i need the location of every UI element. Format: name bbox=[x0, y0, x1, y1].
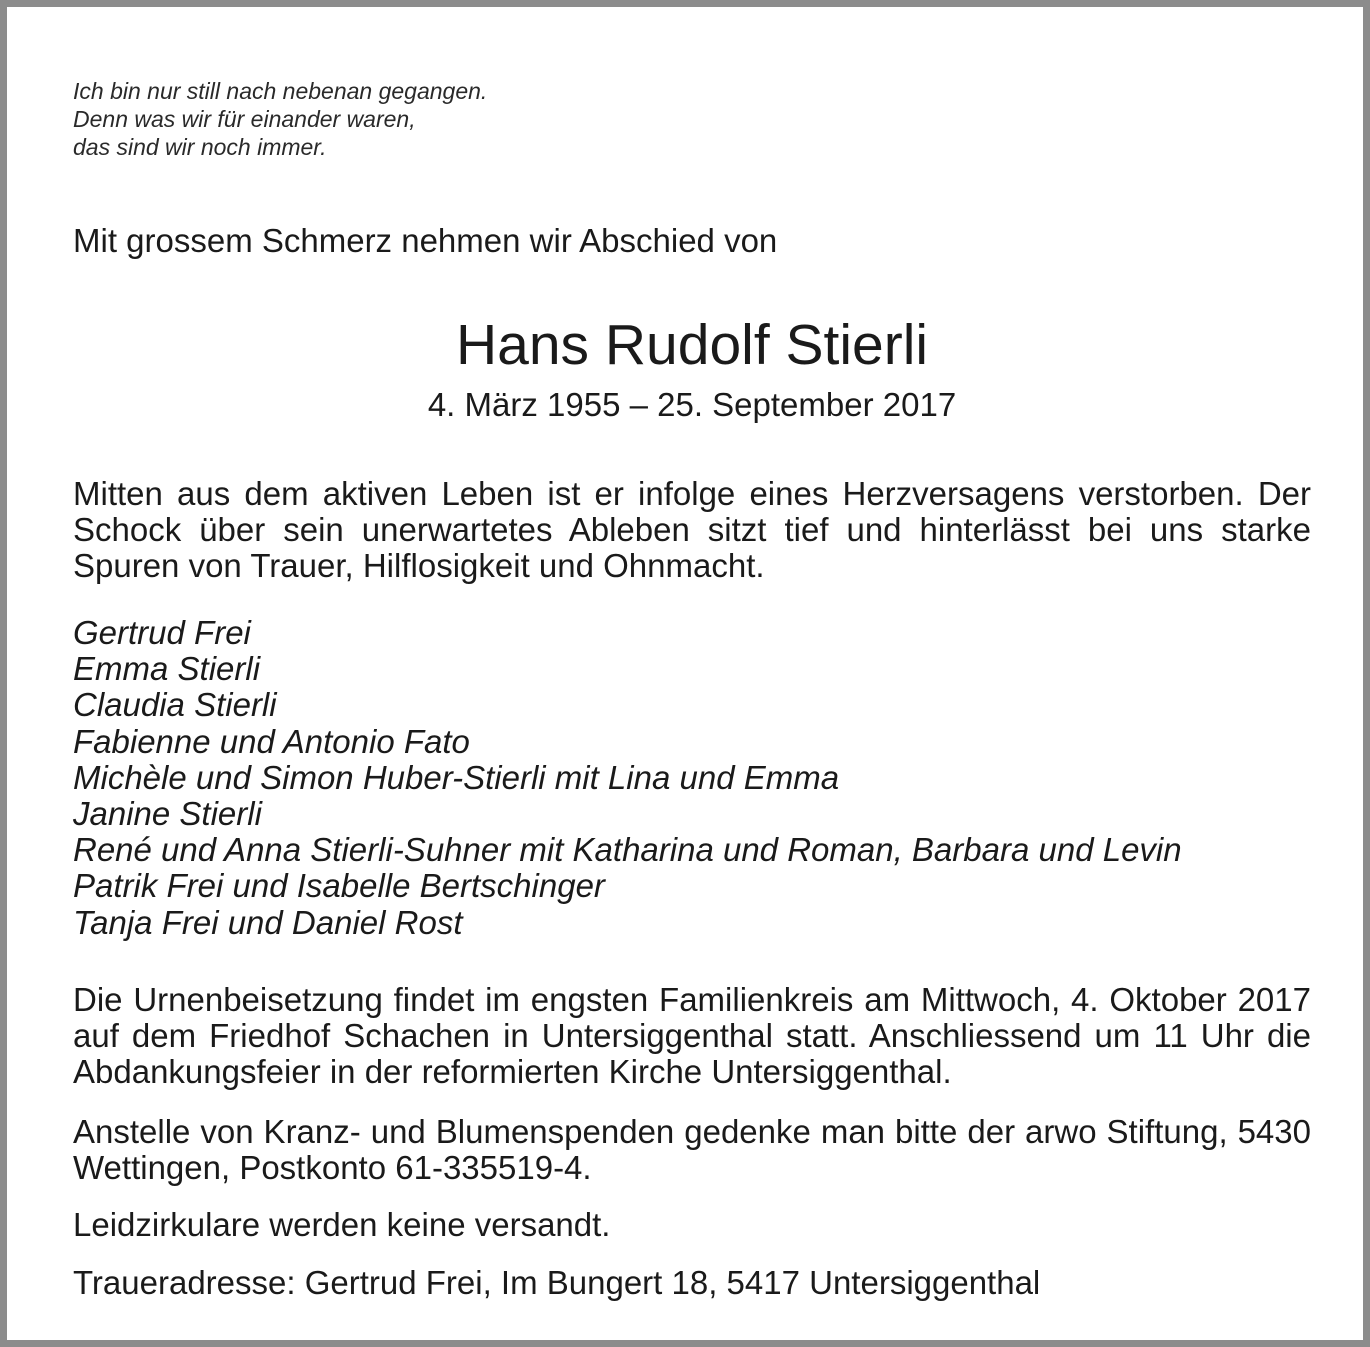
mourner-item: Fabienne und Antonio Fato bbox=[73, 722, 470, 760]
deceased-dates: 4. März 1955 – 25. September 2017 bbox=[427, 386, 957, 423]
mourners-list bbox=[73, 615, 1182, 941]
funeral-paragraph: Die Urnenbeisetzung findet im engsten Familienkreis am Mittwoch, 4. Oktober 2017 auf dem Friedhof Schachen in Untersiggenthal statt. Anschliessend um 11 Uhr die Abdankungsfeier in der reformierten Kirche Untersiggenthal. bbox=[73, 981, 1311, 1090]
mourner-item: Gertrud Frei bbox=[73, 614, 251, 651]
donations-paragraph: Anstelle von Kranz- und Blumenspenden gedenke man bitte der arwo Stiftung, 5430 Wettingen, Postkonto 61-335519-4. bbox=[73, 1113, 1311, 1186]
mourner-item: Claudia Stierli bbox=[73, 686, 277, 724]
address-paragraph: Traueradresse: Gertrud Frei, Im Bungert 18, 5417 Untersiggenthal bbox=[73, 1264, 1041, 1301]
motto-line: das sind wir noch immer. bbox=[73, 134, 327, 160]
mourner-item: Janine Stierli bbox=[73, 795, 262, 833]
intro-text: Mit grossem Schmerz nehmen wir Abschied von bbox=[73, 222, 778, 259]
deceased-name: Hans Rudolf Stierli bbox=[455, 313, 929, 377]
mourner-item: René und Anna Stierli-Suhner mit Katharina und Roman, Barbara und Levin bbox=[73, 831, 1182, 869]
mourner-item: Michèle und Simon Huber-Stierli mit Lina und Emma bbox=[73, 758, 840, 796]
no-circulars-paragraph: Leidzirkulare werden keine versandt. bbox=[73, 1206, 611, 1243]
motto-quote bbox=[73, 77, 487, 161]
motto-line: Denn was wir für einander waren, bbox=[73, 106, 416, 132]
motto-line: Ich bin nur still nach nebenan gegangen. bbox=[73, 78, 488, 104]
mourner-item: Patrik Frei und Isabelle Bertschinger bbox=[73, 867, 605, 905]
mourner-item: Emma Stierli bbox=[73, 650, 261, 688]
death-notice-paragraph: Mitten aus dem aktiven Leben ist er infolge eines Herzversagens verstorben. Der Schock über sein unerwartetes Ableben sitzt tief und hinterlässt bei uns starke Spuren von Trauer, Hilflosigkeit und Ohnmacht. bbox=[73, 475, 1311, 584]
mourner-item: Tanja Frei und Daniel Rost bbox=[73, 903, 463, 941]
